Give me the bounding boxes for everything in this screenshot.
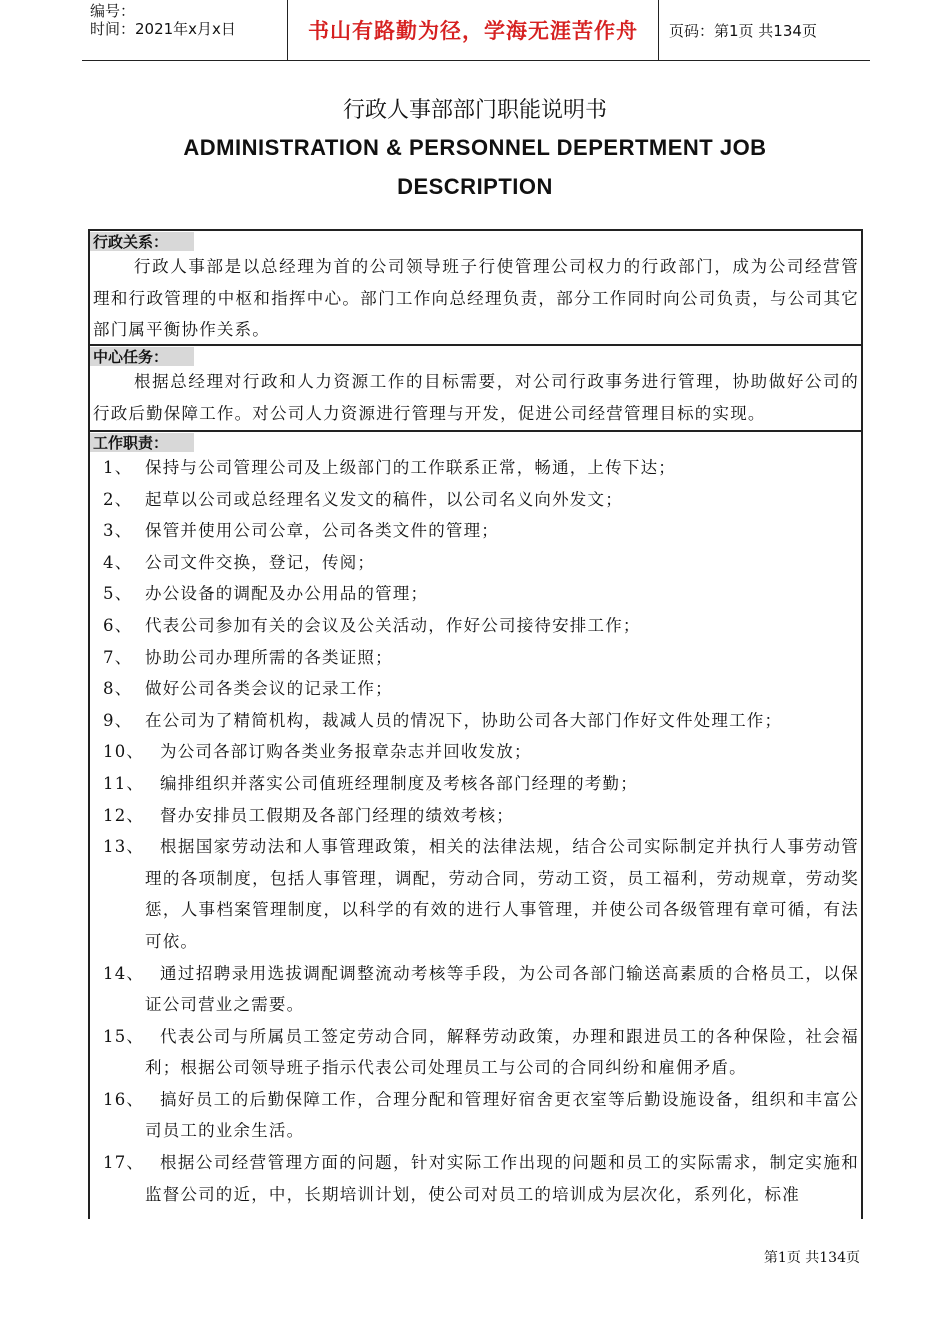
header-page-info: 页码：第1页 共134页	[669, 21, 817, 40]
duty-number: 5、	[103, 584, 133, 604]
section-label-duties: 工作职责：	[90, 433, 194, 452]
duty-text: 保持与公司管理公司及上级部门的工作联系正常，畅通，上传下达；	[145, 458, 676, 477]
duty-text: 办公设备的调配及办公用品的管理；	[145, 584, 429, 604]
duty-text: 公司文件交换，登记，传阅；	[145, 552, 376, 572]
duty-text: 协助公司办理所需的各类证照；	[145, 647, 393, 667]
number-label: 编号：	[90, 2, 136, 20]
duty-text: 做好公司各类会议的记录工作；	[145, 679, 393, 699]
duty-item	[90, 547, 861, 579]
section-label-mission: 中心任务：	[90, 347, 194, 366]
duty-number: 2、	[103, 489, 133, 509]
duty-number: 17、	[103, 1153, 145, 1173]
duty-text: 代表公司参加有关的会议及公关活动，作好公司接待安排工作；	[145, 615, 641, 635]
section-mission	[90, 346, 861, 432]
duty-number: 1、	[103, 458, 133, 477]
duty-text: 为公司各部订购各类业务报章杂志并回收发放；	[160, 742, 532, 762]
duty-text: 通过招聘录用选拔调配调整流动考核等手段，为公司各部门输送高素质的合格员工，以保证公司营业之需要。	[145, 963, 859, 1015]
duty-item	[90, 642, 861, 674]
duty-number: 8、	[103, 679, 133, 699]
document-title-en: ADMINISTRATION & PERSONNEL DEPERTMENT JOB DESCRIPTION	[183, 135, 767, 199]
duty-number: 13、	[103, 837, 145, 857]
duty-number: 12、	[103, 805, 145, 825]
relations-text: 行政人事部是以总经理为首的公司领导班子行使管理公司权力的行政部门，成为公司经营管理和行政管理的中枢和指挥中心。部门工作向总经理负责，部分工作同时向公司负责，与公司其它部门属平衡协作关系。	[93, 257, 859, 339]
duty-number: 10、	[103, 742, 145, 762]
duty-item	[90, 484, 861, 516]
duty-item	[90, 515, 861, 547]
duty-item	[90, 610, 861, 642]
header-motto: 书山有路勤为径，学海无涯苦作舟	[288, 0, 659, 60]
duty-number: 16、	[103, 1089, 145, 1109]
page-header	[82, 0, 870, 61]
section-relations	[90, 231, 861, 346]
document-title-cn: 行政人事部部门职能说明书	[342, 98, 607, 123]
section-duties	[90, 432, 861, 1210]
duty-number: 15、	[103, 1026, 145, 1046]
duty-text: 根据国家劳动法和人事管理政策，相关的法律法规，结合公司实际制定并执行人事劳动管理的各项制度，包括人事管理，调配，劳动合同，劳动工资，员工福利，劳动规章，劳动奖惩，人事档案管理制度，以科学的有效的进行人事管理，并使公司各级管理有章可循，有法可依。	[145, 837, 859, 951]
duty-number: 3、	[103, 521, 133, 541]
duty-text: 在公司为了精简机构，裁减人员的情况下，协助公司各大部门作好文件处理工作；	[145, 710, 783, 730]
duty-number: 4、	[103, 552, 133, 572]
duty-number: 7、	[103, 647, 133, 667]
duty-item	[90, 1147, 861, 1210]
duty-item	[90, 1084, 861, 1147]
duty-item	[90, 452, 861, 484]
duty-text: 督办安排员工假期及各部门经理的绩效考核；	[160, 805, 514, 825]
section-label-relations: 行政关系：	[90, 232, 194, 251]
duty-item	[90, 958, 861, 1021]
duty-item	[90, 705, 861, 737]
duty-text: 搞好员工的后勤保障工作，合理分配和管理好宿舍更衣室等后勤设施设备，组织和丰富公司员工的业余生活。	[145, 1089, 859, 1141]
header-meta	[82, 0, 288, 60]
time-label: 时间：2021年x月x日	[90, 20, 236, 38]
duty-item	[90, 831, 861, 957]
duty-number: 9、	[103, 710, 133, 730]
duty-number: 6、	[103, 615, 133, 635]
duty-number: 14、	[103, 963, 145, 983]
duty-number: 11、	[103, 773, 145, 793]
duty-item	[90, 736, 861, 768]
duty-item	[90, 800, 861, 832]
duty-text: 根据公司经营管理方面的问题，针对实际工作出现的问题和员工的实际需求，制定实施和监督公司的近，中，长期培训计划，使公司对员工的培训成为层次化，系列化，标准	[145, 1153, 859, 1204]
duty-item	[90, 1021, 861, 1084]
duty-text: 代表公司与所属员工签定劳动合同，解释劳动政策，办理和跟进员工的各种保险，社会福利；根据公司领导班子指示代表公司处理员工与公司的合同纠纷和雇佣矛盾。	[145, 1026, 859, 1078]
duty-list	[90, 452, 861, 1210]
job-description-table	[88, 229, 863, 1219]
page-footer: 第1页 共134页	[763, 1250, 860, 1266]
duty-item	[90, 673, 861, 705]
duty-text: 编排组织并落实公司值班经理制度及考核各部门经理的考勤；	[160, 773, 638, 793]
duty-item	[90, 578, 861, 610]
duty-item	[90, 768, 861, 800]
duty-text: 起草以公司或总经理名义发文的稿件，以公司名义向外发文；	[145, 489, 623, 509]
duty-text: 保管并使用公司公章，公司各类文件的管理；	[145, 521, 499, 541]
mission-text: 根据总经理对行政和人力资源工作的目标需要，对公司行政事务进行管理，协助做好公司的行政后勤保障工作。对公司人力资源进行管理与开发，促进公司经营管理目标的实现。	[93, 372, 859, 423]
